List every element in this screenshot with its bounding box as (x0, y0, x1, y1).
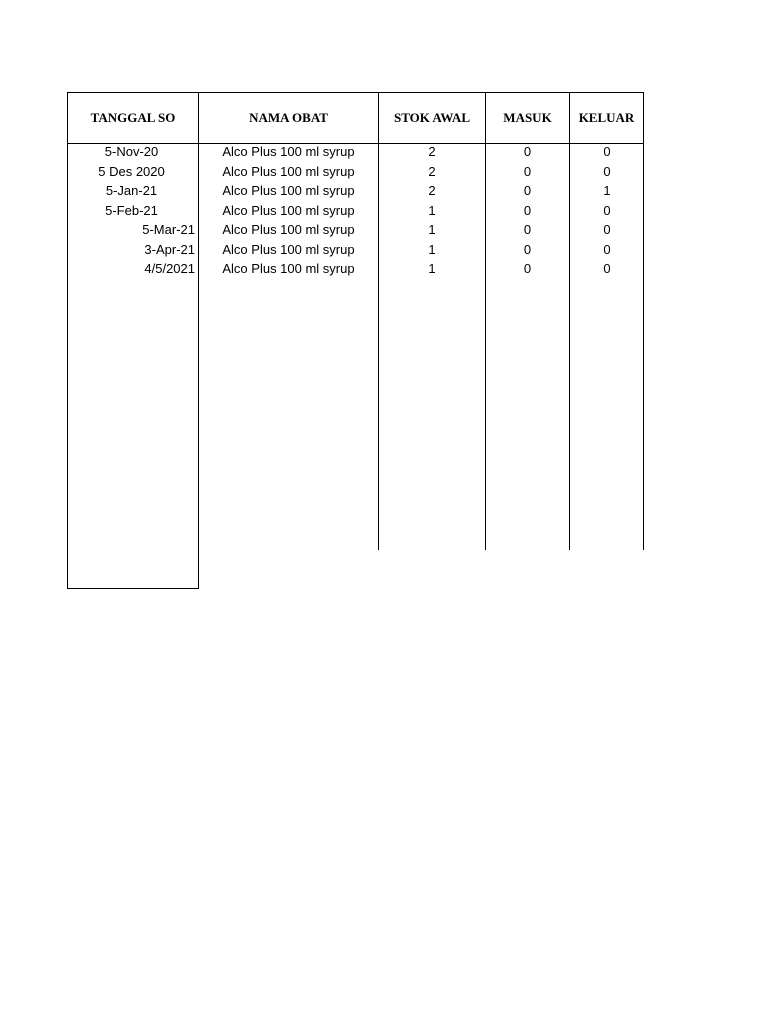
cell-stok-awal: 1 (428, 222, 436, 237)
cell-tanggal: 3-Apr-21 (144, 241, 195, 257)
col-divider-masuk (569, 92, 570, 550)
header-stok-awal: STOK AWAL (394, 110, 470, 125)
cell-masuk: 0 (523, 261, 532, 276)
cell-tanggal: 5-Jan-21 (105, 183, 158, 198)
cell-nama-obat: Alco Plus 100 ml syrup (222, 222, 355, 237)
cell-nama-obat: Alco Plus 100 ml syrup (222, 144, 355, 159)
cell-tanggal: 4/5/2021 (144, 261, 195, 276)
header-tanggal-so: TANGGAL SO (90, 110, 176, 125)
cell-keluar: 0 (603, 261, 611, 276)
cell-keluar: 0 (603, 163, 611, 179)
cell-nama-obat: Alco Plus 100 ml syrup (222, 202, 355, 218)
cell-stok-awal: 1 (428, 241, 436, 257)
cell-masuk: 0 (523, 163, 532, 179)
header-keluar: KELUAR (578, 110, 635, 125)
cell-nama-obat: Alco Plus 100 ml syrup (222, 183, 355, 198)
cell-keluar: 1 (603, 183, 611, 198)
cell-masuk: 0 (523, 222, 532, 237)
cell-stok-awal: 1 (428, 202, 436, 218)
cell-masuk: 0 (523, 144, 532, 159)
cell-stok-awal: 2 (428, 144, 436, 159)
table-right-border (643, 92, 644, 550)
cell-nama-obat: Alco Plus 100 ml syrup (222, 261, 355, 276)
cell-masuk: 0 (523, 183, 532, 198)
cell-masuk: 0 (523, 202, 532, 218)
header-masuk: MASUK (503, 110, 552, 125)
cell-tanggal: 5-Nov-20 (104, 144, 159, 159)
cell-keluar: 0 (603, 144, 611, 159)
cell-stok-awal: 2 (428, 163, 436, 179)
cell-tanggal: 5-Mar-21 (142, 222, 195, 237)
cell-nama-obat: Alco Plus 100 ml syrup (222, 241, 355, 257)
cell-nama-obat: Alco Plus 100 ml syrup (222, 163, 355, 179)
cell-keluar: 0 (603, 241, 611, 257)
cell-masuk: 0 (523, 241, 532, 257)
cell-tanggal: 5 Des 2020 (98, 163, 165, 179)
cell-stok-awal: 2 (428, 183, 436, 198)
cell-tanggal: 5-Feb-21 (105, 202, 158, 218)
cell-keluar: 0 (603, 222, 611, 237)
header-nama-obat: NAMA OBAT (249, 110, 328, 125)
date-column-bottom-border (67, 588, 199, 589)
cell-keluar: 0 (603, 202, 611, 218)
cell-stok-awal: 1 (428, 261, 436, 276)
